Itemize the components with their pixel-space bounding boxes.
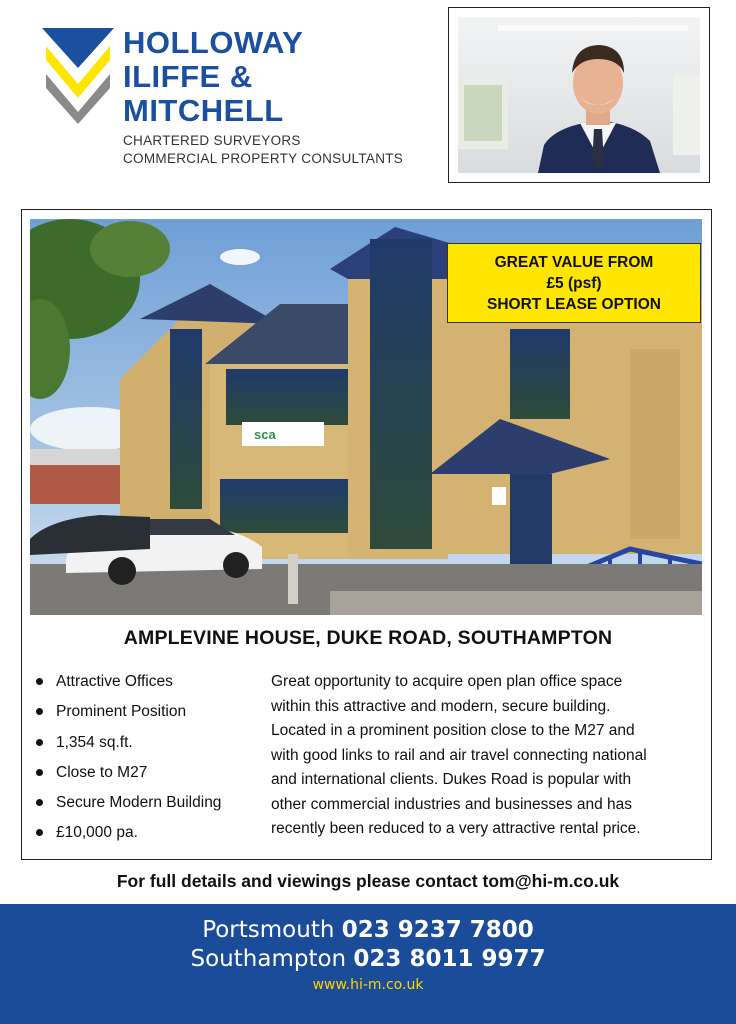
feature-list <box>34 669 221 851</box>
list-item <box>34 699 221 729</box>
bullet-icon <box>36 739 43 746</box>
feature-text: Prominent Position <box>56 703 187 721</box>
property-title: AMPLEVINE HOUSE, DUKE ROAD, SOUTHAMPTON <box>123 627 613 649</box>
list-item <box>34 790 221 820</box>
description-line: recently been reduced to a very attractive rental price. <box>271 820 641 837</box>
promo-line: GREAT VALUE FROM <box>494 254 654 271</box>
list-item <box>34 820 221 850</box>
description-line: other commercial industries and businesses and has <box>271 795 632 813</box>
feature-text: Attractive Offices <box>56 673 173 690</box>
contact-line: For full details and viewings please contact tom@hi-m.co.uk <box>116 871 620 891</box>
feature-text: £10,000 pa. <box>56 824 138 842</box>
bullet-icon <box>36 829 43 836</box>
sign-text: sca <box>254 427 276 442</box>
list-item <box>34 669 221 699</box>
company-tagline <box>123 132 403 168</box>
office-city: Southampton <box>190 946 347 972</box>
description-line: Located in a prominent position close to the M27 and <box>271 722 635 739</box>
property-description <box>271 670 701 842</box>
office-phone[interactable]: 023 9237 7800 <box>341 917 534 943</box>
company-name <box>123 26 303 128</box>
office-southampton <box>0 945 736 974</box>
feature-text: Close to M27 <box>56 763 148 781</box>
office-city: Portsmouth <box>202 917 335 943</box>
company-logo-mark <box>42 28 114 124</box>
company-name-line: HOLLOWAY <box>123 25 304 60</box>
price-promo-box <box>447 243 701 323</box>
description-line: and international clients. Dukes Road is popular with <box>271 771 632 788</box>
company-name-line: MITCHELL <box>123 93 284 128</box>
promo-line: SHORT LEASE OPTION <box>487 296 661 313</box>
description-line: within this attractive and modern, secure building. <box>271 697 611 715</box>
tagline-line: COMMERCIAL PROPERTY CONSULTANTS <box>123 151 404 166</box>
list-item <box>34 760 221 790</box>
feature-text: Secure Modern Building <box>56 794 222 812</box>
bullet-icon <box>36 769 43 776</box>
tagline-line: CHARTERED SURVEYORS <box>123 133 301 148</box>
description-line: Great opportunity to acquire open plan office space <box>271 673 623 690</box>
promo-line: £5 (psf) <box>546 275 602 292</box>
description-line: with good links to rail and air travel connecting national <box>271 746 647 764</box>
office-portsmouth <box>0 916 736 945</box>
bullet-icon <box>36 678 43 685</box>
list-item <box>34 730 221 760</box>
feature-text: 1,354 sq.ft. <box>56 733 133 751</box>
bullet-icon <box>36 799 43 806</box>
agent-photo <box>448 7 710 183</box>
office-phone[interactable]: 023 8011 9977 <box>353 946 546 972</box>
bullet-icon <box>36 708 43 715</box>
footer-bar <box>0 904 736 1024</box>
company-name-line: ILIFFE & <box>123 59 253 94</box>
website-link[interactable]: www.hi-m.co.uk <box>312 977 424 993</box>
